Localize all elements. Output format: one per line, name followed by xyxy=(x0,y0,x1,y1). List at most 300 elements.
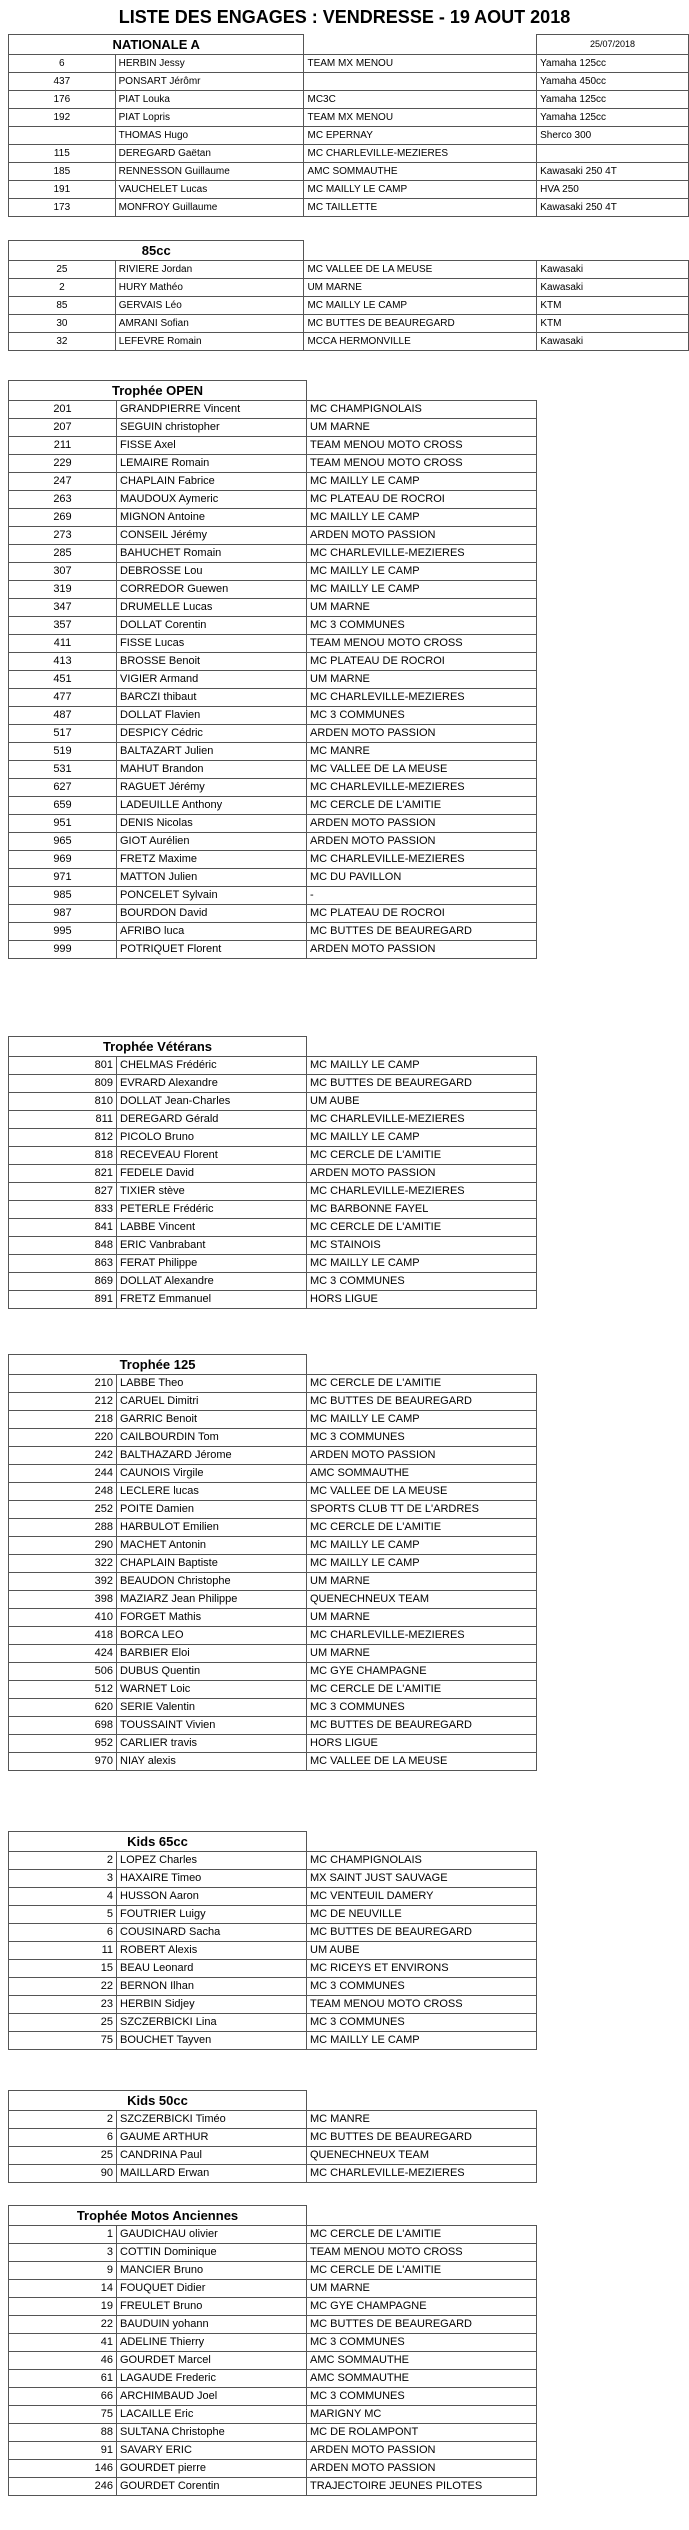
table-row xyxy=(9,297,689,315)
rider-name-cell: MAHUT Brandon xyxy=(117,761,307,779)
number-cell: 218 xyxy=(9,1411,117,1429)
table-row xyxy=(9,923,537,941)
rider-name-cell: MANCIER Bruno xyxy=(117,2262,307,2280)
club-cell: MC VENTEUIL DAMERY xyxy=(307,1888,537,1906)
number-cell: 25 xyxy=(9,2147,117,2165)
club-cell: - xyxy=(307,887,537,905)
rider-name-cell: CHAPLAIN Fabrice xyxy=(117,473,307,491)
number-cell: 212 xyxy=(9,1393,117,1411)
number-cell: 863 xyxy=(9,1255,117,1273)
bike-cell: Kawasaki xyxy=(537,261,689,279)
table-row xyxy=(9,1093,537,1111)
table-row xyxy=(9,401,537,419)
club-cell: AMC SOMMAUTHE xyxy=(307,2370,537,2388)
rider-name-cell: BEAU Leonard xyxy=(117,1960,307,1978)
club-cell: MC CERCLE DE L'AMITIE xyxy=(307,2226,537,2244)
rider-name-cell: BOUCHET Tayven xyxy=(117,2032,307,2050)
number-cell: 487 xyxy=(9,707,117,725)
table-row xyxy=(9,455,537,473)
rider-name-cell: DRUMELLE Lucas xyxy=(117,599,307,617)
table-row xyxy=(9,707,537,725)
number-cell: 827 xyxy=(9,1183,117,1201)
rider-name-cell: DESPICY Cédric xyxy=(117,725,307,743)
section-heading: Kids 50cc xyxy=(9,2091,307,2111)
club-cell: MC MAILLY LE CAMP xyxy=(307,581,537,599)
club-cell: MC VALLEE DE LA MEUSE xyxy=(307,1483,537,1501)
rider-name-cell: CHELMAS Frédéric xyxy=(117,1057,307,1075)
rider-name-cell: GAUME ARTHUR xyxy=(117,2129,307,2147)
number-cell: 22 xyxy=(9,2316,117,2334)
club-cell: MC CHARLEVILLE-MEZIERES xyxy=(307,1183,537,1201)
club-cell: QUENECHNEUX TEAM xyxy=(307,1591,537,1609)
number-cell: 211 xyxy=(9,437,117,455)
table-row xyxy=(9,1411,537,1429)
number-cell: 88 xyxy=(9,2424,117,2442)
table-row xyxy=(9,473,537,491)
number-cell: 392 xyxy=(9,1573,117,1591)
number-cell: 246 xyxy=(9,2478,117,2496)
club-cell: MC MAILLY LE CAMP xyxy=(304,297,537,315)
number-cell: 9 xyxy=(9,2262,117,2280)
table-row xyxy=(9,1942,537,1960)
rider-name-cell: GARRIC Benoit xyxy=(117,1411,307,1429)
bike-cell: Kawasaki xyxy=(537,279,689,297)
number-cell: 451 xyxy=(9,671,117,689)
number-cell: 2 xyxy=(9,2111,117,2129)
club-cell: MC 3 COMMUNES xyxy=(307,617,537,635)
table-row xyxy=(9,1375,537,1393)
club-cell: MC MAILLY LE CAMP xyxy=(304,181,537,199)
club-cell: ARDEN MOTO PASSION xyxy=(307,1165,537,1183)
club-cell: MC CHARLEVILLE-MEZIERES xyxy=(307,545,537,563)
club-cell: TEAM MENOU MOTO CROSS xyxy=(307,1996,537,2014)
rider-name-cell: PONSART Jérômr xyxy=(115,73,304,91)
club-cell: MC MAILLY LE CAMP xyxy=(307,473,537,491)
rider-name-cell: BORCA LEO xyxy=(117,1627,307,1645)
club-cell: UM MARNE xyxy=(307,1609,537,1627)
club-cell: UM MARNE xyxy=(307,2280,537,2298)
number-cell: 273 xyxy=(9,527,117,545)
rider-name-cell: SEGUIN christopher xyxy=(117,419,307,437)
number-cell: 698 xyxy=(9,1717,117,1735)
rider-name-cell: CARUEL Dimitri xyxy=(117,1393,307,1411)
club-cell: MC3C xyxy=(304,91,537,109)
table-row xyxy=(9,815,537,833)
number-cell: 6 xyxy=(9,2129,117,2147)
table-row xyxy=(9,2111,537,2129)
table-row xyxy=(9,1609,537,1627)
list-date: 25/07/2018 xyxy=(537,35,689,55)
number-cell: 506 xyxy=(9,1663,117,1681)
table-row xyxy=(9,2424,537,2442)
rider-name-cell: GAUDICHAU olivier xyxy=(117,2226,307,2244)
club-cell: MC CERCLE DE L'AMITIE xyxy=(307,1219,537,1237)
rider-name-cell: SAVARY ERIC xyxy=(117,2442,307,2460)
club-cell: AMC SOMMAUTHE xyxy=(304,163,537,181)
table-row xyxy=(9,761,537,779)
club-cell: MC VALLEE DE LA MEUSE xyxy=(307,761,537,779)
number-cell: 185 xyxy=(9,163,116,181)
club-cell: MC DE NEUVILLE xyxy=(307,1906,537,1924)
rider-name-cell: HERBIN Sidjey xyxy=(117,1996,307,2014)
bike-cell: Yamaha 125cc xyxy=(537,91,689,109)
club-cell: MC 3 COMMUNES xyxy=(307,2014,537,2032)
number-cell: 512 xyxy=(9,1681,117,1699)
club-cell: UM AUBE xyxy=(307,1942,537,1960)
number-cell: 5 xyxy=(9,1906,117,1924)
section-heading: Trophée Vétérans xyxy=(9,1037,307,1057)
table-row xyxy=(9,1273,537,1291)
number-cell: 66 xyxy=(9,2388,117,2406)
club-cell: ARDEN MOTO PASSION xyxy=(307,815,537,833)
table-row xyxy=(9,1699,537,1717)
rider-name-cell: SULTANA Christophe xyxy=(117,2424,307,2442)
table-row xyxy=(9,1237,537,1255)
rider-name-cell: EVRARD Alexandre xyxy=(117,1075,307,1093)
number-cell: 220 xyxy=(9,1429,117,1447)
number-cell: 32 xyxy=(9,333,116,351)
table-row xyxy=(9,1429,537,1447)
table-row xyxy=(9,851,537,869)
number-cell: 987 xyxy=(9,905,117,923)
club-cell: MC CHARLEVILLE-MEZIERES xyxy=(307,689,537,707)
table-row xyxy=(9,2460,537,2478)
table-row xyxy=(9,635,537,653)
bike-cell: Kawasaki 250 4T xyxy=(537,199,689,217)
table-row xyxy=(9,797,537,815)
club-cell: MC VALLEE DE LA MEUSE xyxy=(304,261,537,279)
table-row xyxy=(9,199,689,217)
table-row xyxy=(9,163,689,181)
table-row xyxy=(9,1057,537,1075)
table-row xyxy=(9,1447,537,1465)
rider-name-cell: DOLLAT Flavien xyxy=(117,707,307,725)
club-cell: MC CERCLE DE L'AMITIE xyxy=(307,797,537,815)
table-row xyxy=(9,743,537,761)
number-cell: 811 xyxy=(9,1111,117,1129)
table-row xyxy=(9,1888,537,1906)
number-cell: 322 xyxy=(9,1555,117,1573)
section-table-anciennes xyxy=(8,2205,537,2496)
club-cell: SPORTS CLUB TT DE L'ARDRES xyxy=(307,1501,537,1519)
club-cell: ARDEN MOTO PASSION xyxy=(307,833,537,851)
table-row xyxy=(9,55,689,73)
rider-name-cell: GIOT Aurélien xyxy=(117,833,307,851)
rider-name-cell: FOUTRIER Luigy xyxy=(117,1906,307,1924)
table-row xyxy=(9,261,689,279)
rider-name-cell: FRETZ Maxime xyxy=(117,851,307,869)
rider-name-cell: THOMAS Hugo xyxy=(115,127,304,145)
club-cell: MC BUTTES DE BEAUREGARD xyxy=(307,2316,537,2334)
rider-name-cell: MAILLARD Erwan xyxy=(117,2165,307,2183)
number-cell: 115 xyxy=(9,145,116,163)
table-row xyxy=(9,1393,537,1411)
rider-name-cell: POTRIQUET Florent xyxy=(117,941,307,959)
club-cell: MC MAILLY LE CAMP xyxy=(307,563,537,581)
rider-name-cell: FORGET Mathis xyxy=(117,1609,307,1627)
table-row xyxy=(9,527,537,545)
rider-name-cell: PICOLO Bruno xyxy=(117,1129,307,1147)
club-cell: MC CHARLEVILLE-MEZIERES xyxy=(307,1111,537,1129)
table-row xyxy=(9,1591,537,1609)
rider-name-cell: FEDELE David xyxy=(117,1165,307,1183)
number-cell: 531 xyxy=(9,761,117,779)
table-row xyxy=(9,1978,537,1996)
rider-name-cell: RAGUET Jérémy xyxy=(117,779,307,797)
rider-name-cell: FISSE Axel xyxy=(117,437,307,455)
club-cell: UM MARNE xyxy=(307,419,537,437)
bike-cell xyxy=(537,145,689,163)
number-cell: 410 xyxy=(9,1609,117,1627)
club-cell: TEAM MENOU MOTO CROSS xyxy=(307,635,537,653)
club-cell: MC BUTTES DE BEAUREGARD xyxy=(307,1393,537,1411)
number-cell: 11 xyxy=(9,1942,117,1960)
table-row xyxy=(9,1111,537,1129)
rider-name-cell: FRETZ Emmanuel xyxy=(117,1291,307,1309)
rider-name-cell: BARBIER Eloi xyxy=(117,1645,307,1663)
club-cell: MC DE ROLAMPONT xyxy=(307,2424,537,2442)
table-row xyxy=(9,1483,537,1501)
table-row xyxy=(9,109,689,127)
club-cell: MC MAILLY LE CAMP xyxy=(307,1555,537,1573)
bike-cell: Kawasaki xyxy=(537,333,689,351)
rider-name-cell: MAZIARZ Jean Philippe xyxy=(117,1591,307,1609)
rider-name-cell: BALTAZART Julien xyxy=(117,743,307,761)
rider-name-cell: BARCZI thibaut xyxy=(117,689,307,707)
rider-name-cell: MONFROY Guillaume xyxy=(115,199,304,217)
table-row xyxy=(9,2165,537,2183)
section-heading: NATIONALE A xyxy=(9,35,304,55)
rider-name-cell: SZCZERBICKI Lina xyxy=(117,2014,307,2032)
rider-name-cell: LABBE Vincent xyxy=(117,1219,307,1237)
rider-name-cell: LEFEVRE Romain xyxy=(115,333,304,351)
page-title: LISTE DES ENGAGES : VENDRESSE - 19 AOUT 2018 xyxy=(118,7,571,27)
table-row xyxy=(9,1735,537,1753)
table-row xyxy=(9,1465,537,1483)
club-cell: MC 3 COMMUNES xyxy=(307,2334,537,2352)
number-cell: 210 xyxy=(9,1375,117,1393)
table-row xyxy=(9,833,537,851)
bike-cell: KTM xyxy=(537,297,689,315)
table-row xyxy=(9,2014,537,2032)
club-cell: TEAM MENOU MOTO CROSS xyxy=(307,455,537,473)
table-row xyxy=(9,599,537,617)
table-row xyxy=(9,2406,537,2424)
table-row xyxy=(9,1183,537,1201)
rider-name-cell: MIGNON Antoine xyxy=(117,509,307,527)
rider-name-cell: RIVIERE Jordan xyxy=(115,261,304,279)
rider-name-cell: RENNESSON Guillaume xyxy=(115,163,304,181)
number-cell: 6 xyxy=(9,1924,117,1942)
club-cell: MC PLATEAU DE ROCROI xyxy=(307,491,537,509)
rider-name-cell: ERIC Vanbrabant xyxy=(117,1237,307,1255)
rider-name-cell: DOLLAT Alexandre xyxy=(117,1273,307,1291)
number-cell: 2 xyxy=(9,1852,117,1870)
number-cell: 319 xyxy=(9,581,117,599)
number-cell: 833 xyxy=(9,1201,117,1219)
table-row xyxy=(9,1075,537,1093)
table-row xyxy=(9,491,537,509)
club-cell: TRAJECTOIRE JEUNES PILOTES xyxy=(307,2478,537,2496)
club-cell: MC BUTTES DE BEAUREGARD xyxy=(307,923,537,941)
bike-cell: Yamaha 450cc xyxy=(537,73,689,91)
table-row xyxy=(9,181,689,199)
rider-name-cell: PIAT Louka xyxy=(115,91,304,109)
rider-name-cell: BALTHAZARD Jérome xyxy=(117,1447,307,1465)
number-cell: 25 xyxy=(9,2014,117,2032)
number-cell: 30 xyxy=(9,315,116,333)
club-cell: AMC SOMMAUTHE xyxy=(307,1465,537,1483)
table-row xyxy=(9,941,537,959)
club-cell: MARIGNY MC xyxy=(307,2406,537,2424)
table-row xyxy=(9,145,689,163)
number-cell: 477 xyxy=(9,689,117,707)
club-cell: MC MAILLY LE CAMP xyxy=(307,1129,537,1147)
table-row xyxy=(9,1291,537,1309)
club-cell: MC CHARLEVILLE-MEZIERES xyxy=(304,145,537,163)
number-cell: 3 xyxy=(9,2244,117,2262)
rider-name-cell: FOUQUET Didier xyxy=(117,2280,307,2298)
rider-name-cell: AFRIBO luca xyxy=(117,923,307,941)
number-cell: 41 xyxy=(9,2334,117,2352)
table-row xyxy=(9,1924,537,1942)
table-row xyxy=(9,1717,537,1735)
club-cell: MC CHARLEVILLE-MEZIERES xyxy=(307,2165,537,2183)
number-cell: 201 xyxy=(9,401,117,419)
table-row xyxy=(9,2316,537,2334)
club-cell: MC 3 COMMUNES xyxy=(307,1273,537,1291)
table-row xyxy=(9,279,689,297)
number-cell: 869 xyxy=(9,1273,117,1291)
table-row xyxy=(9,1555,537,1573)
rider-name-cell: GERVAIS Léo xyxy=(115,297,304,315)
rider-name-cell: ARCHIMBAUD Joel xyxy=(117,2388,307,2406)
club-cell: MC GYE CHAMPAGNE xyxy=(307,1663,537,1681)
rider-name-cell: CONSEIL Jérémy xyxy=(117,527,307,545)
bike-cell: Yamaha 125cc xyxy=(537,55,689,73)
rider-name-cell: COTTIN Dominique xyxy=(117,2244,307,2262)
number-cell: 242 xyxy=(9,1447,117,1465)
rider-name-cell: LACAILLE Eric xyxy=(117,2406,307,2424)
club-cell: MC MAILLY LE CAMP xyxy=(307,1411,537,1429)
number-cell: 247 xyxy=(9,473,117,491)
club-cell: MC VALLEE DE LA MEUSE xyxy=(307,1753,537,1771)
table-row xyxy=(9,653,537,671)
rider-name-cell: BOURDON David xyxy=(117,905,307,923)
number-cell: 398 xyxy=(9,1591,117,1609)
number-cell xyxy=(9,127,116,145)
club-cell: MC 3 COMMUNES xyxy=(307,2388,537,2406)
club-cell: UM MARNE xyxy=(307,1645,537,1663)
number-cell: 290 xyxy=(9,1537,117,1555)
number-cell: 821 xyxy=(9,1165,117,1183)
number-cell: 15 xyxy=(9,1960,117,1978)
table-row xyxy=(9,1129,537,1147)
rider-name-cell: BEAUDON Christophe xyxy=(117,1573,307,1591)
number-cell: 19 xyxy=(9,2298,117,2316)
number-cell: 891 xyxy=(9,1291,117,1309)
number-cell: 75 xyxy=(9,2032,117,2050)
number-cell: 263 xyxy=(9,491,117,509)
number-cell: 810 xyxy=(9,1093,117,1111)
club-cell: MC CERCLE DE L'AMITIE xyxy=(307,1375,537,1393)
rider-name-cell: CARLIER travis xyxy=(117,1735,307,1753)
table-row xyxy=(9,545,537,563)
table-row xyxy=(9,1219,537,1237)
table-row xyxy=(9,2244,537,2262)
table-row xyxy=(9,725,537,743)
club-cell xyxy=(304,73,537,91)
club-cell: AMC SOMMAUTHE xyxy=(307,2352,537,2370)
club-cell: UM MARNE xyxy=(307,1573,537,1591)
club-cell: MC BARBONNE FAYEL xyxy=(307,1201,537,1219)
rider-name-cell: HUSSON Aaron xyxy=(117,1888,307,1906)
number-cell: 809 xyxy=(9,1075,117,1093)
number-cell: 659 xyxy=(9,797,117,815)
table-row xyxy=(9,1519,537,1537)
club-cell: MC CERCLE DE L'AMITIE xyxy=(307,2262,537,2280)
rider-name-cell: CANDRINA Paul xyxy=(117,2147,307,2165)
rider-name-cell: TIXIER stève xyxy=(117,1183,307,1201)
club-cell: MC CHARLEVILLE-MEZIERES xyxy=(307,779,537,797)
rider-name-cell: CHAPLAIN Baptiste xyxy=(117,1555,307,1573)
rider-name-cell: HAXAIRE Timeo xyxy=(117,1870,307,1888)
number-cell: 848 xyxy=(9,1237,117,1255)
table-row xyxy=(9,1663,537,1681)
club-cell: MC BUTTES DE BEAUREGARD xyxy=(307,1717,537,1735)
number-cell: 85 xyxy=(9,297,116,315)
club-cell: UM MARNE xyxy=(304,279,537,297)
table-row xyxy=(9,581,537,599)
number-cell: 627 xyxy=(9,779,117,797)
club-cell: UM MARNE xyxy=(307,671,537,689)
rider-name-cell: LABBE Theo xyxy=(117,1375,307,1393)
table-row xyxy=(9,91,689,109)
club-cell: UM MARNE xyxy=(307,599,537,617)
number-cell: 192 xyxy=(9,109,116,127)
rider-name-cell: LAGAUDE Frederic xyxy=(117,2370,307,2388)
rider-name-cell: HARBULOT Emilien xyxy=(117,1519,307,1537)
club-cell: MC 3 COMMUNES xyxy=(307,707,537,725)
club-cell: MC GYE CHAMPAGNE xyxy=(307,2298,537,2316)
table-row xyxy=(9,1753,537,1771)
section-heading: Trophée 125 xyxy=(9,1355,307,1375)
number-cell: 2 xyxy=(9,279,116,297)
table-row xyxy=(9,1201,537,1219)
table-row xyxy=(9,2442,537,2460)
number-cell: 818 xyxy=(9,1147,117,1165)
table-row xyxy=(9,887,537,905)
table-row xyxy=(9,2129,537,2147)
rider-name-cell: MACHET Antonin xyxy=(117,1537,307,1555)
club-cell: MC BUTTES DE BEAUREGARD xyxy=(307,1924,537,1942)
table-row xyxy=(9,2370,537,2388)
number-cell: 4 xyxy=(9,1888,117,1906)
table-row xyxy=(9,1165,537,1183)
rider-name-cell: SERIE Valentin xyxy=(117,1699,307,1717)
club-cell: MC CERCLE DE L'AMITIE xyxy=(307,1519,537,1537)
rider-name-cell: FISSE Lucas xyxy=(117,635,307,653)
table-row xyxy=(9,2147,537,2165)
table-row xyxy=(9,1681,537,1699)
rider-name-cell: POITE Damien xyxy=(117,1501,307,1519)
club-cell: MC CHAMPIGNOLAIS xyxy=(307,1852,537,1870)
number-cell: 418 xyxy=(9,1627,117,1645)
number-cell: 229 xyxy=(9,455,117,473)
number-cell: 999 xyxy=(9,941,117,959)
number-cell: 307 xyxy=(9,563,117,581)
rider-name-cell: DUBUS Quentin xyxy=(117,1663,307,1681)
